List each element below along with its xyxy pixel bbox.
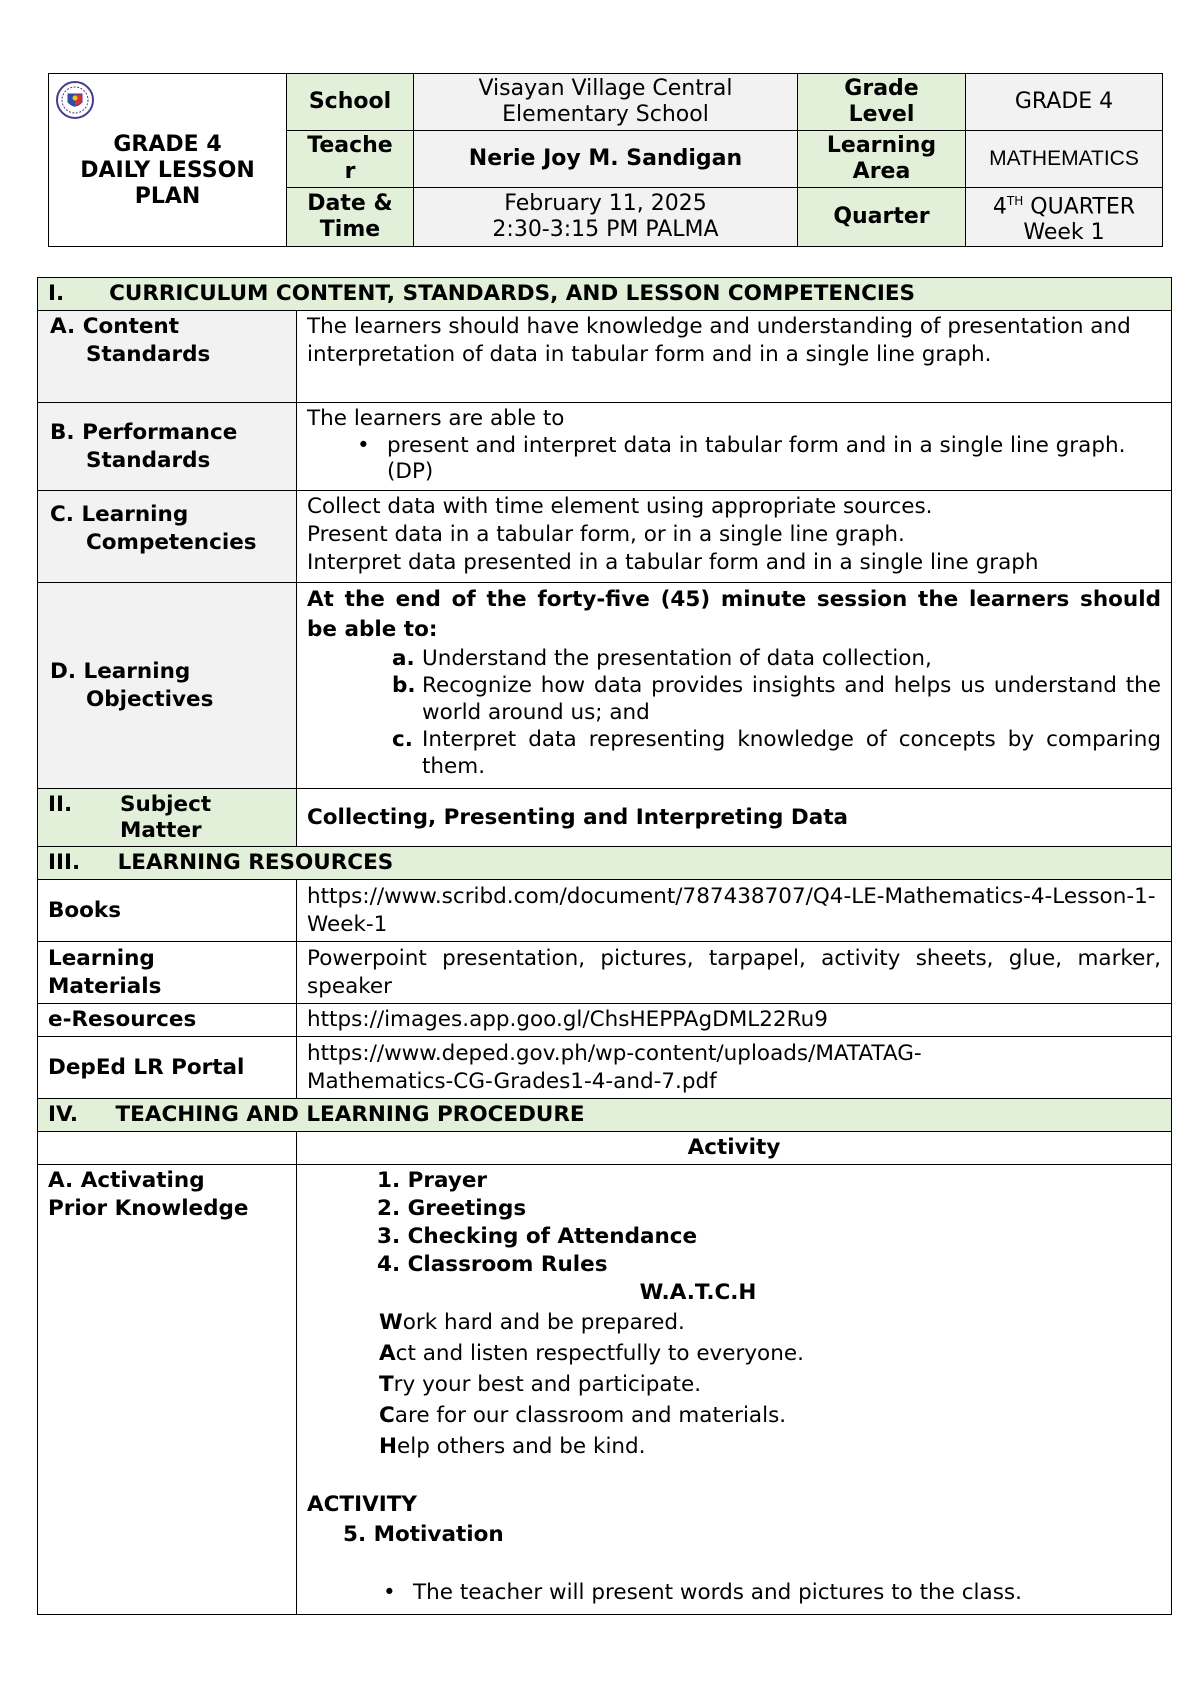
learning-materials-label: Learning Materials: [38, 942, 297, 1004]
opening-step: 1. Prayer: [377, 1168, 488, 1193]
content-standards-text: The learners should have knowledge and understanding of presentation and interpretation of data in tabular form and in a single line graph.: [297, 311, 1172, 403]
learning-materials-value: Powerpoint presentation, pictures, tarpapel, activity sheets, glue, marker, speaker: [297, 942, 1172, 1004]
learning-competencies-cell: [297, 491, 1172, 583]
date-value: February 11, 2025 2:30-3:15 PM PALMA: [414, 188, 798, 247]
objective-text: Interpret data representing knowledge of concepts by comparing them.: [422, 727, 1161, 779]
content-standards-label: A. Content Standards: [38, 311, 297, 403]
books-link[interactable]: https://www.scribd.com/document/787438707/Q4-LE-Mathematics-4-Lesson-1-Week-1: [297, 880, 1172, 942]
performance-standards-cell: [297, 403, 1172, 491]
opening-step: 2. Greetings: [377, 1196, 527, 1221]
e-resources-link[interactable]: https://images.app.goo.gl/ChsHEPPAgDML22Ru9: [297, 1004, 1172, 1037]
deped-seal-icon: [55, 80, 95, 120]
deped-portal-label: DepEd LR Portal: [38, 1037, 297, 1099]
watch-rule-initial: A: [379, 1341, 396, 1366]
watch-rule: [379, 1369, 1161, 1400]
activating-prior-knowledge-label: A. Activating Prior Knowledge: [38, 1165, 297, 1615]
teacher-value: Nerie Joy M. Sandigan: [414, 131, 798, 188]
teacher-label: Teache r: [287, 131, 414, 188]
objective-marker: c.: [392, 727, 413, 752]
objective-item: [392, 645, 1161, 672]
dlp-title-cell: [49, 74, 287, 247]
activating-prior-knowledge-cell: [297, 1165, 1172, 1615]
school-label: School: [287, 74, 414, 131]
watch-rule: [379, 1431, 1161, 1462]
grade-level-label: Grade Level: [798, 74, 966, 131]
watch-rule-initial: C: [379, 1403, 395, 1428]
header-table: [48, 73, 1163, 247]
watch-rule-text: ork hard and be prepared.: [402, 1310, 685, 1335]
watch-rule-text: elp others and be kind.: [397, 1434, 646, 1459]
watch-rule: [379, 1307, 1161, 1338]
objective-text: Understand the presentation of data collection,: [422, 646, 932, 671]
objective-text: Recognize how data provides insights and helps us understand the world around us; and: [422, 673, 1161, 725]
objective-marker: b.: [392, 673, 416, 698]
watch-rule: [379, 1400, 1161, 1431]
learning-objectives-cell: [297, 583, 1172, 789]
watch-rule-initial: T: [379, 1372, 394, 1397]
quarter-label: Quarter: [798, 188, 966, 247]
learning-competencies-label: C. Learning Competencies: [38, 491, 297, 583]
opening-steps-list: [307, 1167, 1161, 1279]
school-value: Visayan Village Central Elementary School: [414, 74, 798, 131]
activity-title: ACTIVITY: [307, 1492, 417, 1517]
performance-standards-label: B. Performance Standards: [38, 403, 297, 491]
subject-matter-value: Collecting, Presenting and Interpreting Data: [297, 789, 1172, 847]
competency-2: Present data in a tabular form, or in a single line graph.: [307, 522, 905, 547]
title-line-2: DAILY LESSON: [80, 158, 255, 184]
objective-item: [392, 726, 1161, 780]
deped-portal-link[interactable]: https://www.deped.gov.ph/wp-content/uploads/MATATAG- Mathematics-CG-Grades1-4-and-7.pdf: [297, 1037, 1172, 1099]
lesson-plan-table: [37, 277, 1172, 1615]
watch-rule-text: are for our classroom and materials.: [394, 1403, 787, 1428]
section-subject-matter-heading: II. Subject Matter: [38, 789, 297, 847]
motivation-step: 5. Motivation: [343, 1522, 504, 1547]
watch-rule: [379, 1338, 1161, 1369]
watch-rule-text: ry your best and participate.: [393, 1372, 702, 1397]
objectives-list: [307, 645, 1161, 780]
procedure-header-blank: [38, 1132, 297, 1165]
performance-standards-bullet: • present and interpret data in tabular form and in a single line graph. (DP): [387, 433, 1161, 485]
e-resources-label: e-Resources: [38, 1004, 297, 1037]
learning-area-label: Learning Area: [798, 131, 966, 188]
watch-rule-text: ct and listen respectfully to everyone.: [395, 1341, 804, 1366]
quarter-value: 4TH QUARTER Week 1: [966, 188, 1163, 247]
opening-step: 4. Classroom Rules: [377, 1252, 608, 1277]
competency-3: Interpret data presented in a tabular form and in a single line graph: [307, 550, 1039, 575]
watch-title: W.A.T.C.H: [639, 1280, 757, 1305]
activity-column-header: Activity: [297, 1132, 1172, 1165]
section-procedure-heading: IV. TEACHING AND LEARNING PROCEDURE: [38, 1099, 1172, 1132]
opening-step: 3. Checking of Attendance: [377, 1224, 698, 1249]
title-line-3: PLAN: [134, 184, 201, 210]
books-label: Books: [38, 880, 297, 942]
title-line-1: GRADE 4: [113, 132, 222, 158]
objective-item: [392, 672, 1161, 726]
section-learning-resources-heading: III. LEARNING RESOURCES: [38, 847, 1172, 880]
learning-objectives-label: D. Learning Objectives: [38, 583, 297, 789]
section-curriculum-heading: I. CURRICULUM CONTENT, STANDARDS, AND LESSON COMPETENCIES: [38, 278, 1172, 311]
watch-rules: [307, 1279, 1161, 1462]
grade-level-value: GRADE 4: [966, 74, 1163, 131]
motivation-bullet: • The teacher will present words and pictures to the class.: [413, 1580, 1161, 1606]
objective-marker: a.: [392, 646, 415, 671]
watch-rule-initial: H: [379, 1434, 397, 1459]
watch-rule-initial: W: [379, 1310, 403, 1335]
competency-1: Collect data with time element using appropriate sources.: [307, 494, 933, 519]
objectives-intro: At the end of the forty-five (45) minute session the learners should be able to:: [307, 587, 1161, 642]
learning-area-value: MATHEMATICS: [966, 131, 1163, 188]
performance-standards-intro: The learners are able to: [307, 406, 565, 431]
date-label: Date & Time: [287, 188, 414, 247]
